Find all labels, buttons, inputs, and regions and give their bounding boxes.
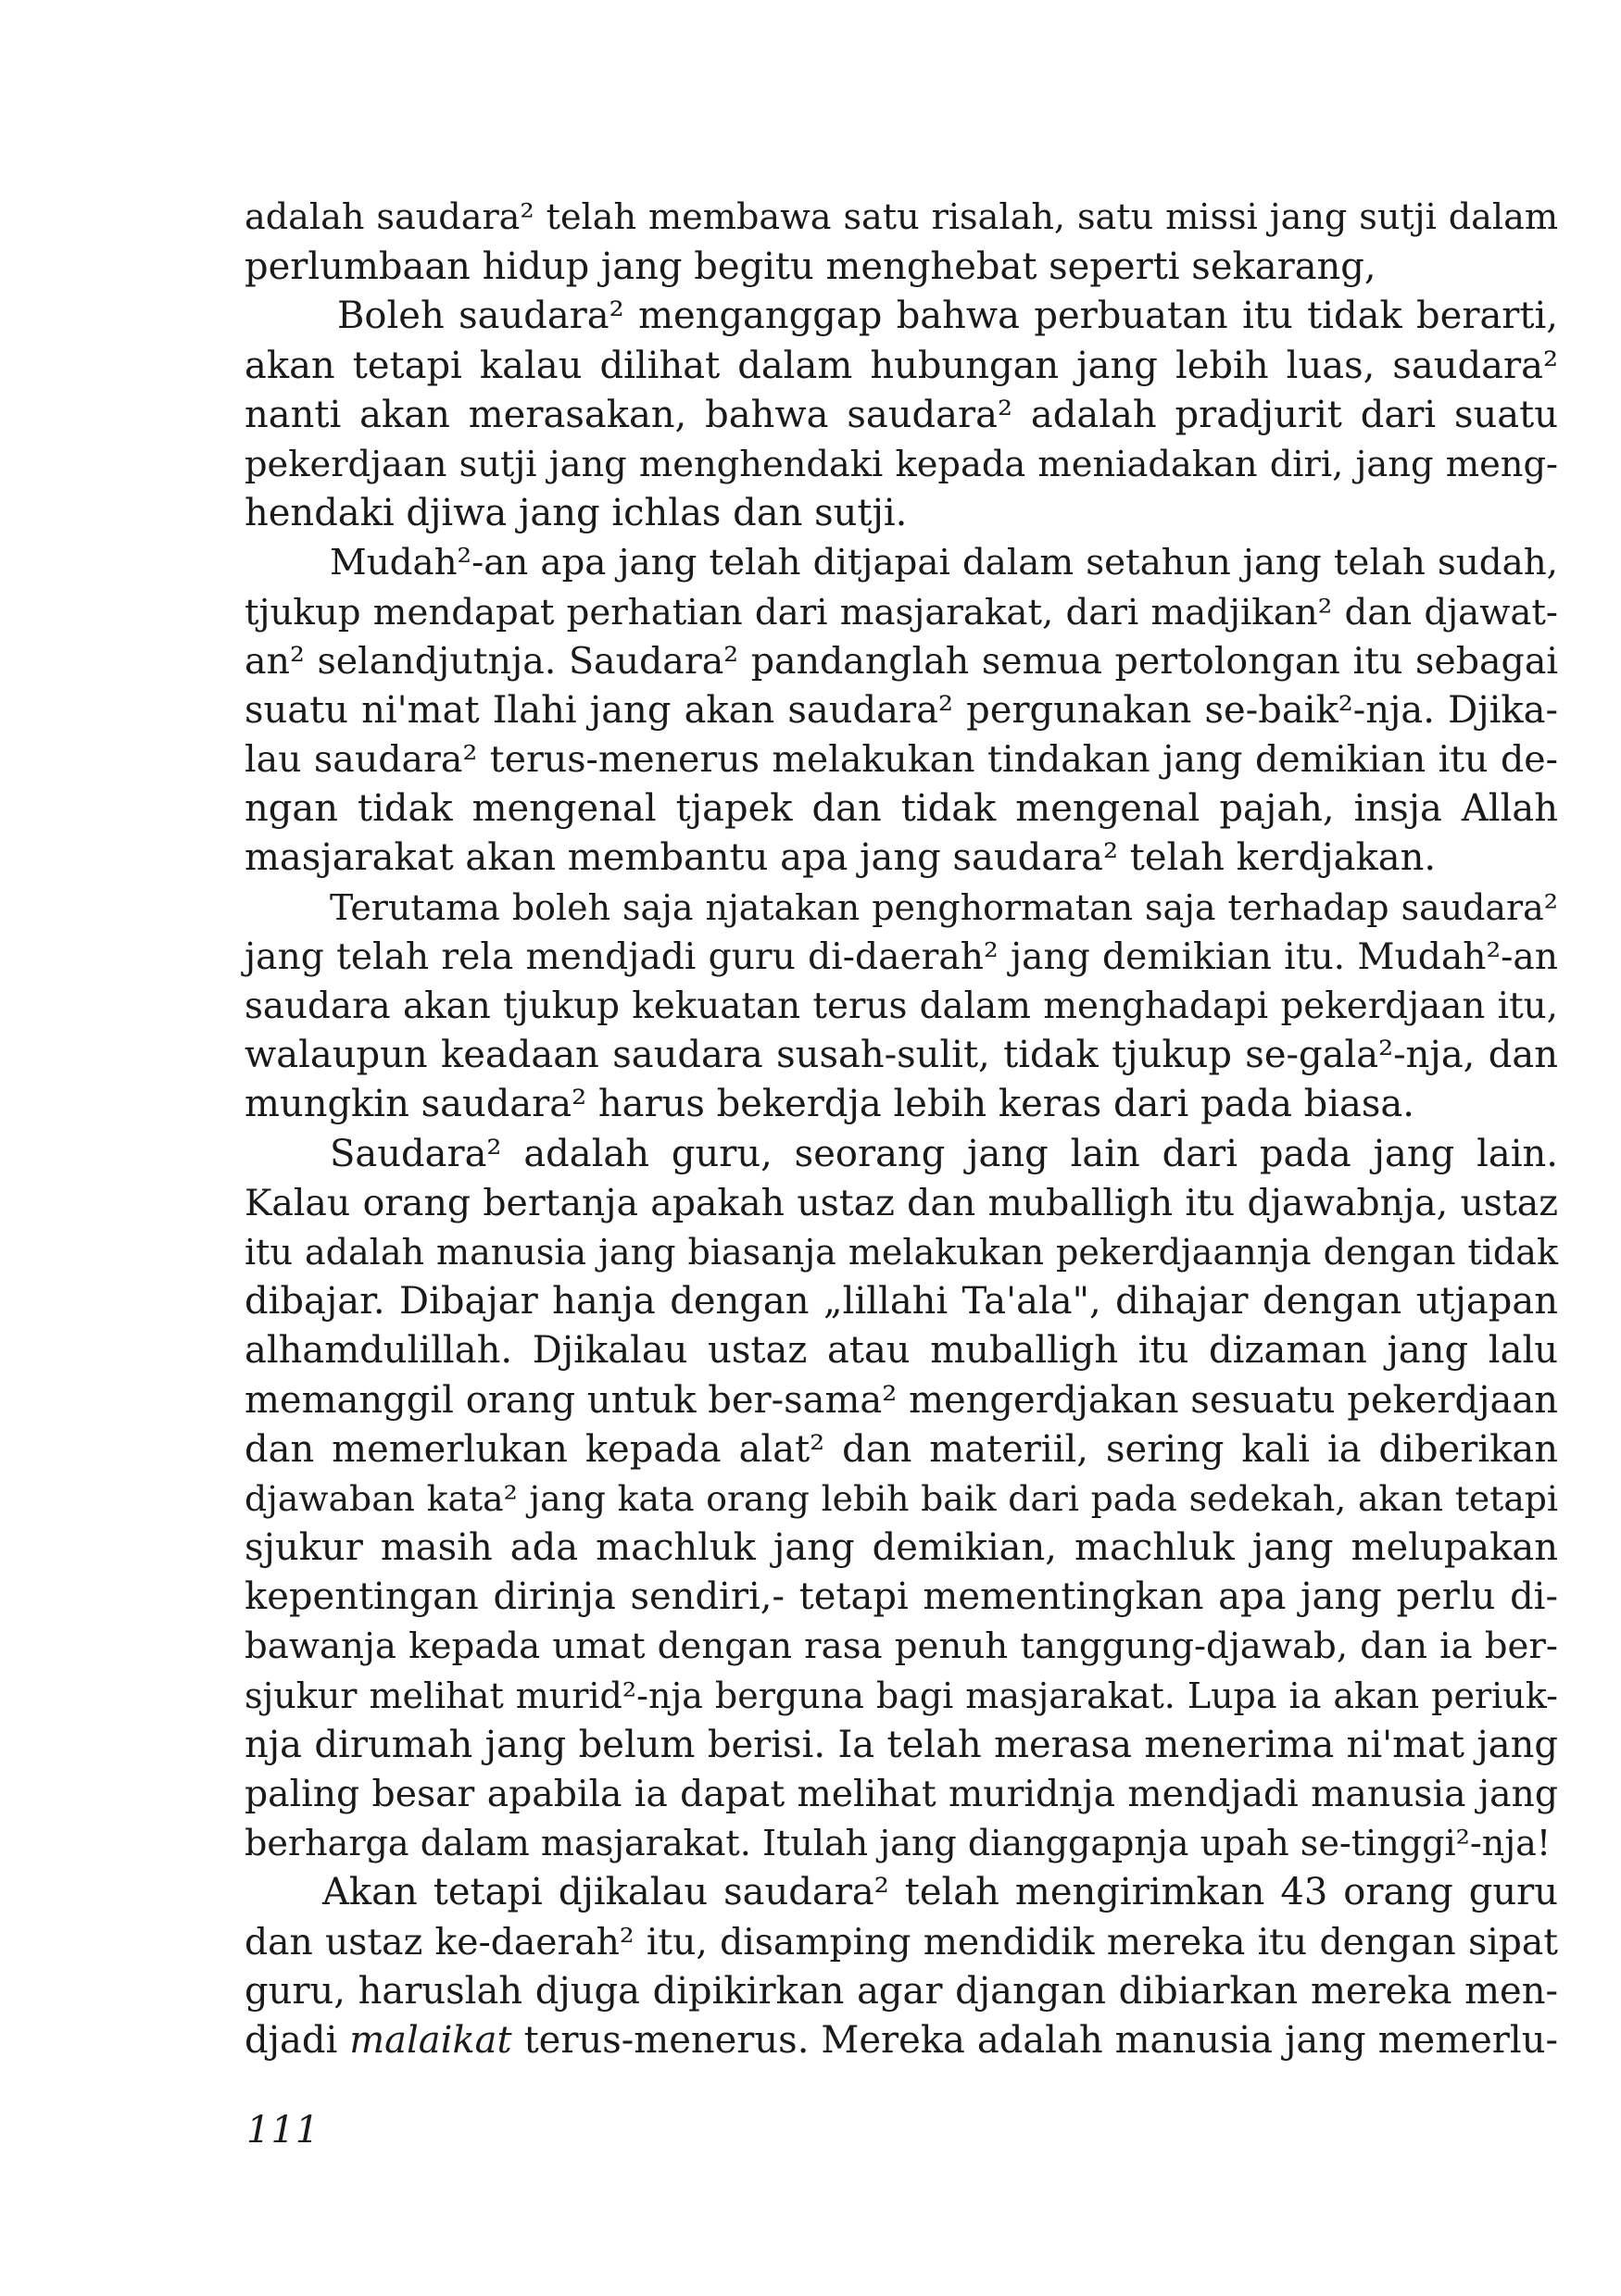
text-line: suatu ni'mat Ilahi jang akan saudara² pergunakan se-baik²-nja. Djika- <box>245 688 1558 732</box>
text-line: berharga dalam masjarakat. Itulah jang dianggapnja upah se-tinggi²-nja! <box>245 1823 1552 1864</box>
text-line: kepentingan dirinja sendiri,- tetapi mementingkan apa jang perlu di- <box>245 1575 1558 1619</box>
page-number: 111 <box>246 2109 320 2152</box>
paragraph <box>245 1868 1558 2065</box>
italic-word: malaikat <box>349 2018 512 2062</box>
text-line: sjukur melihat murid²-nja berguna bagi masjarakat. Lupa ia akan periuk- <box>245 1675 1558 1716</box>
text-line: Boleh saudara² menganggap bahwa perbuatan itu tidak berarti, <box>337 295 1558 338</box>
paragraph <box>245 292 1558 538</box>
text-line: jang telah rela mendjadi guru di-daerah² jang demikian itu. Mudah²-an <box>245 935 1558 978</box>
text-line: masjarakat akan membantu apa jang saudara² telah kerdjakan. <box>245 836 1437 880</box>
text-line: itu adalah manusia jang biasanja melakukan pekerdjaannja dengan tidak <box>245 1231 1558 1273</box>
text-line: sjukur masih ada machluk jang demikian, machluk jang melupakan <box>245 1526 1558 1570</box>
text-line: an² selandjutnja. Saudara² pandanglah semua pertolongan itu sebagai <box>245 639 1558 683</box>
text-line: paling besar apabila ia dapat melihat muridnja mendjadi manusia jang <box>245 1774 1558 1815</box>
text-line: adalah saudara² telah membawa satu risalah, satu missi jang sutji dalam <box>245 197 1558 238</box>
text-fragment: terus-menerus. Mereka adalah manusia jang memerlu- <box>511 2018 1559 2062</box>
text-line: alhamdulillah. Djikalau ustaz atau muballigh itu dizaman jang lalu <box>245 1329 1558 1373</box>
text-line: memanggil orang untuk ber-sama² mengerdjakan sesuatu pekerdjaan <box>245 1378 1558 1422</box>
paragraph <box>245 884 1558 1130</box>
text-line: nja dirumah jang belum berisi. Ia telah merasa menerima ni'mat jang <box>245 1723 1558 1766</box>
text-line: perlumbaan hidup jang begitu menghebat seperti sekarang, <box>245 245 1376 289</box>
paragraph <box>245 194 1558 292</box>
text-line: dan memerlukan kepada alat² dan materiil, sering kali ia diberikan <box>245 1427 1558 1471</box>
text-line: hendaki djiwa jang ichlas dan sutji. <box>245 492 908 535</box>
text-line: Mudah²-an apa jang telah ditjapai dalam setahun jang telah sudah, <box>330 542 1558 584</box>
text-line: saudara akan tjukup kekuatan terus dalam menghadapi pekerdjaan itu, <box>245 985 1558 1027</box>
text-line: Terutama boleh saja njatakan penghormatan saja terhadap saudara² <box>330 886 1558 928</box>
text-line: tjukup mendapat perhatian dari masjarakat, dari madjikan² dan djawat- <box>245 591 1558 634</box>
text-line: pekerdjaan sutji jang menghendaki kepada meniadakan diri, jang meng- <box>245 443 1558 485</box>
text-line: mungkin saudara² harus bekerdja lebih keras dari pada biasa. <box>245 1083 1414 1126</box>
page-body <box>245 194 1558 2065</box>
text-line-with-italic <box>245 2016 1558 2065</box>
text-line: walaupun keadaan saudara susah-sulit, tidak tjukup se-gala²-nja, dan <box>245 1034 1558 1077</box>
paragraph <box>245 1130 1558 1869</box>
text-line: bawanja kepada umat dengan rasa penuh tanggung-djawab, dan ia ber- <box>245 1625 1558 1668</box>
text-line: dibajar. Dibajar hanja dengan „lillahi Ta'ala", dihajar dengan utjapan <box>245 1280 1558 1324</box>
text-line: nanti akan merasakan, bahwa saudara² adalah pradjurit dari suatu <box>245 393 1558 436</box>
text-line: Saudara² adalah guru, seorang jang lain dari pada jang lain. <box>330 1132 1558 1175</box>
text-line: guru, haruslah djuga dipikirkan agar djangan dibiarkan mereka men- <box>245 1969 1558 2013</box>
text-fragment: djadi <box>245 2018 350 2062</box>
text-line: ngan tidak mengenal tjapek dan tidak mengenal pajah, insja Allah <box>245 787 1558 831</box>
text-line: dan ustaz ke-daerah² itu, disamping mendidik mereka itu dengan sipat <box>245 1921 1558 1964</box>
text-line: akan tetapi kalau dilihat dalam hubungan jang lebih luas, saudara² <box>245 344 1558 387</box>
text-line: Kalau orang bertanja apakah ustaz dan muballigh itu djawabnja, ustaz <box>245 1181 1558 1224</box>
text-line: djawaban kata² jang kata orang lebih baik dari pada sedekah, akan tetapi <box>245 1477 1558 1519</box>
text-line: Akan tetapi djikalau saudara² telah mengirimkan 43 orang guru <box>322 1871 1558 1914</box>
paragraph <box>245 538 1558 883</box>
text-line: lau saudara² terus-menerus melakukan tindakan jang demikian itu de- <box>245 738 1558 782</box>
